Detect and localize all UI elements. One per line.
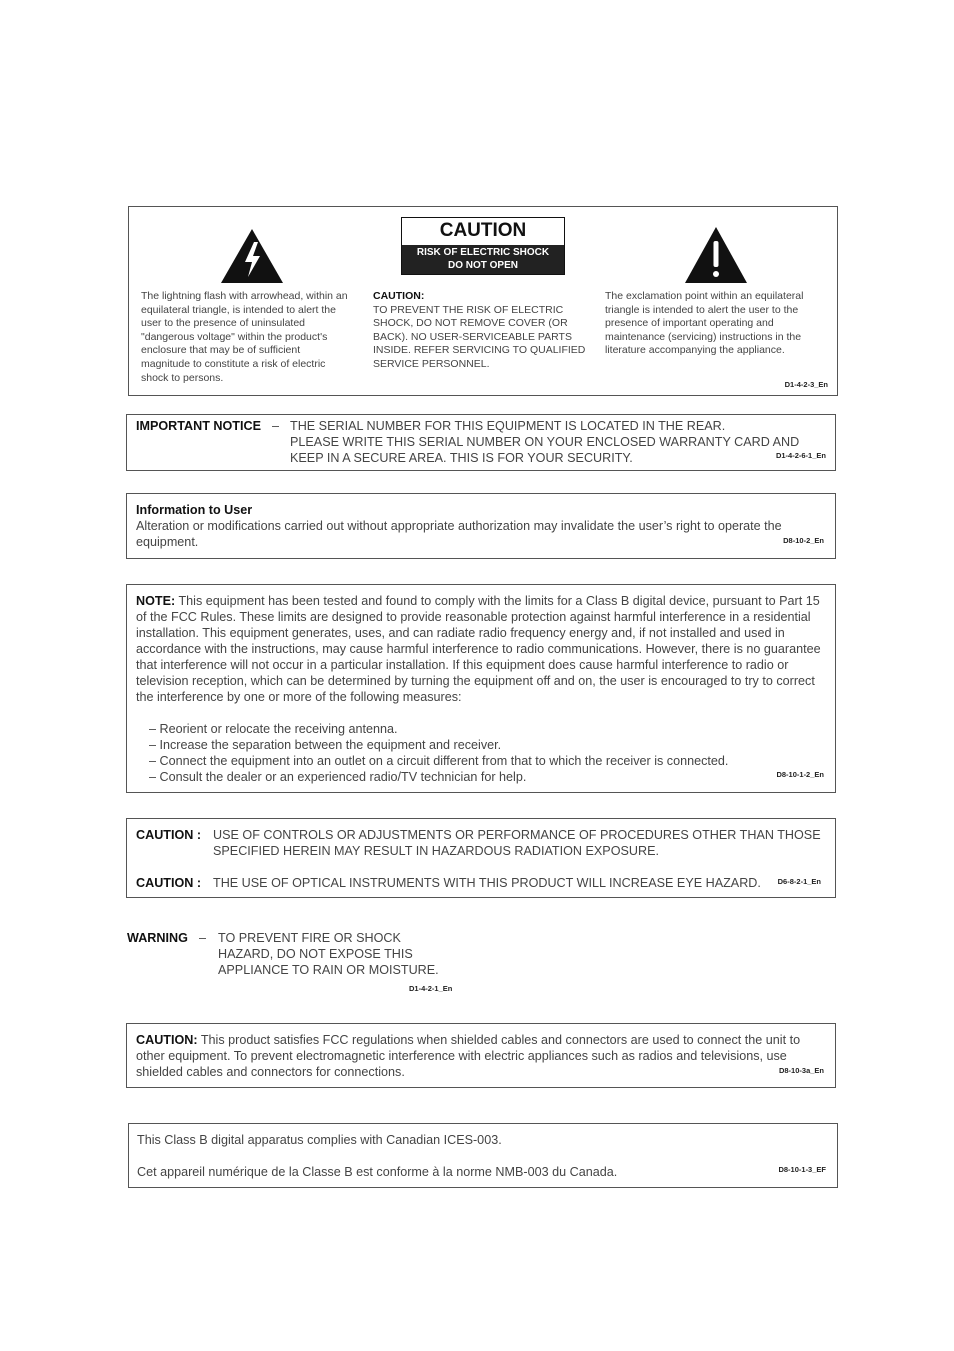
electric-shock-caution-box [128, 206, 838, 396]
reference-code: D1-4-2-3_En [784, 380, 828, 389]
laser-caution-box [126, 818, 836, 898]
warning-line1: TO PREVENT FIRE OR SHOCK [218, 931, 401, 945]
warning-text [218, 930, 458, 978]
caution-text: USE OF CONTROLS OR ADJUSTMENTS OR PERFORMANCE OF PROCEDURES OTHER THAN THOSE SPECIFIED HEREIN MAY RESULT IN HAZARDOUS RADIATION EXPOSURE. [213, 828, 821, 858]
fcc-caution-label: CAUTION: [136, 1033, 198, 1047]
warning-line2: HAZARD, DO NOT EXPOSE THIS [218, 947, 413, 961]
caution-explanation [373, 290, 591, 372]
reference-code: D6-8-2-1_En [777, 877, 821, 886]
warning-line3: APPLIANCE TO RAIN OR MOISTURE. [218, 963, 439, 977]
notice-line3: KEEP IN A SECURE AREA. THIS IS FOR YOUR SECURITY. [290, 451, 633, 465]
warning-label: WARNING [127, 931, 188, 945]
info-title: Information to User [136, 503, 253, 517]
canada-english: This Class B digital apparatus complies with Canadian ICES-003. [137, 1133, 502, 1147]
caution-label-title: CAUTION [439, 220, 527, 241]
dash: – [199, 931, 207, 945]
list-item: – Reorient or relocate the receiving antenna. [149, 722, 398, 736]
fcc-note-box [126, 584, 836, 793]
reference-code: D8-10-1-2_En [776, 770, 824, 779]
exclamation-warning-icon [685, 227, 747, 283]
important-notice-label: IMPORTANT NOTICE [136, 419, 261, 433]
list-item: – Consult the dealer or an experienced radio/TV technician for help. [149, 770, 527, 784]
reference-code: D8-10-3a_En [778, 1066, 824, 1075]
reference-code: D8-10-1-3_EF [778, 1165, 826, 1174]
caution-label-subtitle [402, 245, 564, 274]
important-notice-text [290, 418, 820, 466]
reference-code: D1-4-2-1_En [409, 984, 453, 993]
information-to-user-box [126, 493, 836, 559]
lightning-explanation: The lightning flash with arrowhead, within an equilateral triangle, is intended to alert the user to the presence of uninsulated "dangerous voltage" within the product's enclosure that may be of sufficient magnitude to constitute a risk of electric shock to persons. [141, 290, 348, 384]
important-notice-box [126, 414, 836, 471]
notice-line1: THE SERIAL NUMBER FOR THIS EQUIPMENT IS LOCATED IN THE REAR. [290, 419, 726, 433]
caution-label: CAUTION : [136, 828, 202, 842]
caution-label: CAUTION : [136, 876, 202, 890]
lightning-warning-icon [221, 229, 283, 283]
canada-compliance-box [128, 1123, 838, 1188]
note-paragraph [136, 593, 828, 705]
warning-section [127, 930, 487, 990]
list-item: – Increase the separation between the equipment and receiver. [149, 738, 502, 752]
note-label: NOTE: [136, 594, 176, 608]
caution-text: THE USE OF OPTICAL INSTRUMENTS WITH THIS PRODUCT WILL INCREASE EYE HAZARD. [213, 876, 761, 890]
exclamation-explanation: The exclamation point within an equilateral triangle is intended to alert the user to the presence of important operating and maintenance (servicing) instructions in the literature accompanying the appliance. [605, 290, 804, 357]
caution-label-line2: DO NOT OPEN [447, 260, 518, 271]
shielded-cable-caution-box [126, 1023, 836, 1088]
caution-text: TO PREVENT THE RISK OF ELECTRIC SHOCK, DO NOT REMOVE COVER (OR BACK). NO USER-SERVICEABLE PARTS INSIDE. REFER SERVICING TO QUALIFIED SERVICE PERSONNEL. [373, 303, 586, 370]
reference-code: D1-4-2-6-1_En [775, 451, 826, 460]
notice-line2: PLEASE WRITE THIS SERIAL NUMBER ON YOUR ENCLOSED WARRANTY CARD AND [290, 435, 800, 449]
measures-list [149, 721, 828, 785]
dash: – [272, 419, 280, 433]
fcc-caution-text: This product satisfies FCC regulations when shielded cables and connectors are used to connect the unit to other equipment. To prevent electromagnetic interference with electric appliances such as radios and televisions, use shielded cables and connectors for connections. [136, 1033, 801, 1079]
reference-code: D8-10-2_En [783, 536, 824, 545]
caution-label [401, 217, 565, 275]
fcc-caution-paragraph [136, 1032, 826, 1080]
info-text: Alteration or modifications carried out without appropriate authorization may invalidate the user’s right to operate the equipment. [136, 519, 782, 549]
canada-french: Cet appareil numérique de la Classe B est conforme à la norme NMB-003 du Canada. [137, 1165, 618, 1179]
list-item: – Connect the equipment into an outlet on a circuit different from that to which the receiver is connected. [149, 754, 729, 768]
caution-label-line1: RISK OF ELECTRIC SHOCK [416, 247, 550, 258]
note-text: This equipment has been tested and found to comply with the limits for a Class B digital device, pursuant to Part 15 of the FCC Rules. These limits are designed to provide reasonable protection against harmful interference in a residential installation. This equipment generates, uses, and can radiate radio frequency energy and, if not installed and used in accordance with the instructions, may cause harmful interference to radio communications. However, there is no guarantee that interference will not occur in a particular installation. If this equipment does cause harmful interference to radio or television reception, which can be determined by turning the equipment off and on, the user is encouraged to try to correct the interference by one or more of the following measures: [136, 594, 821, 704]
caution-header: CAUTION: [373, 290, 425, 302]
